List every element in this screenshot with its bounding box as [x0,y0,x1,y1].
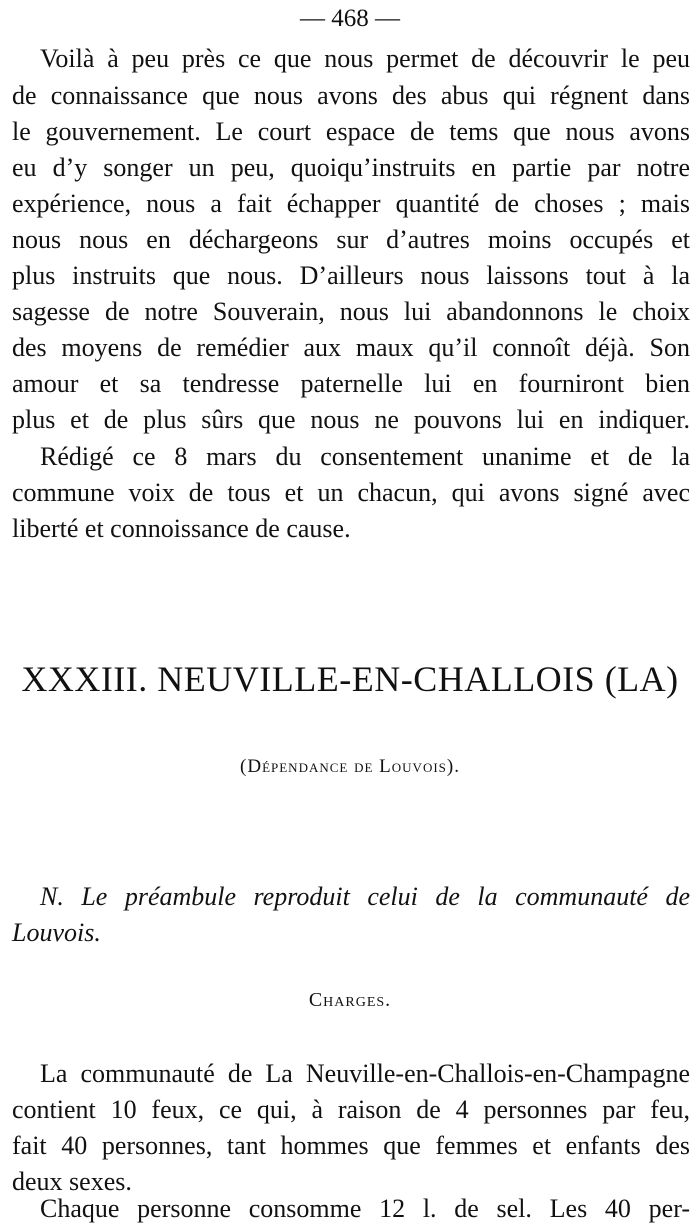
chapter-subheading: (Dépendance de Louvois). [240,756,460,777]
chapter-heading: XXXIII. NEUVILLE-EN-CHALLOIS (LA) [21,659,679,699]
page-number: — 468 — [300,5,400,32]
note-line: Louvois. [12,918,101,947]
text-line: plus et de plus sûrs que nous ne pouvons lui en indiquer. [12,405,690,434]
text-line: Voilà à peu près ce que nous permet de découvrir le peu [40,44,690,73]
text-line: commune voix de tous et un chacun, qui avons signé avec [12,478,690,507]
text-line: expérience, nous a fait échapper quantité de choses ; mais [12,189,690,218]
note-line: N. Le préambule reproduit celui de la communauté de [40,882,690,911]
text-line: Rédigé ce 8 mars du consentement unanime et de la [40,442,690,471]
text-line: des moyens de remédier aux maux qu’il connoît déjà. Son [12,333,690,362]
text-line: deux sexes. [12,1167,132,1196]
text-line: La communauté de La Neuville-en-Challois-en-Champagne [40,1059,690,1088]
text-line: eu d’y songer un peu, quoiqu’instruits en partie par notre [12,153,690,182]
text-line: Chaque personne consomme 12 l. de sel. Les 40 per- [40,1194,690,1223]
text-line: de connaissance que nous avons des abus qui régnent dans [12,81,690,110]
text-line: sagesse de notre Souverain, nous lui abandonnons le choix [12,297,690,326]
text-line: le gouvernement. Le court espace de tems que nous avons [12,117,690,146]
text-line: plus instruits que nous. D’ailleurs nous laissons tout à la [12,261,690,290]
section-title: Charges. [308,989,392,1011]
text-line: liberté et connoissance de cause. [12,514,351,543]
text-line: fait 40 personnes, tant hommes que femmes et enfants des [12,1131,690,1160]
text-line: amour et sa tendresse paternelle lui en fourniront bien [12,369,690,398]
text-line: nous nous en déchargeons sur d’autres moins occupés et [12,225,690,254]
text-line: contient 10 feux, ce qui, à raison de 4 personnes par feu, [12,1095,690,1124]
